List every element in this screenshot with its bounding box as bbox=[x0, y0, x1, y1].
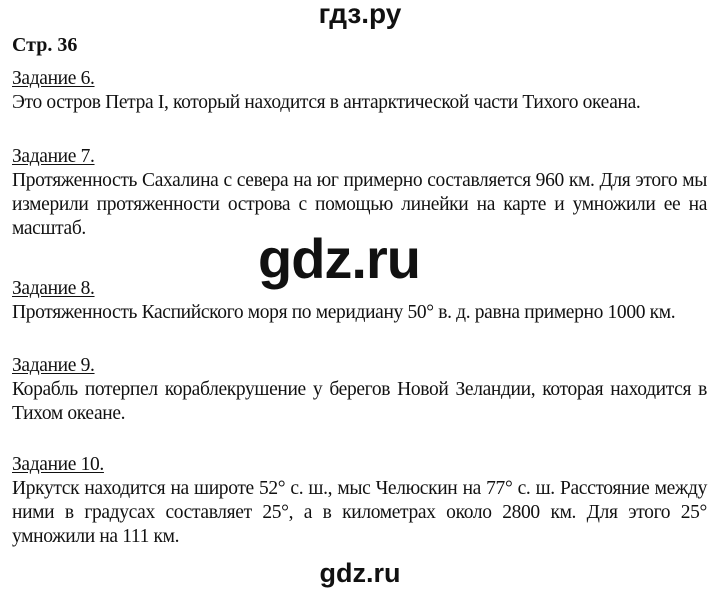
site-logo-footer: gdz.ru bbox=[319, 558, 401, 588]
task-answer: Протяженность Каспийского моря по меридиану 50° в. д. равна примерно 1000 км. bbox=[12, 302, 676, 323]
task-title: Задание 10. bbox=[12, 454, 104, 475]
task-10 bbox=[12, 453, 707, 549]
task-9 bbox=[12, 354, 707, 426]
site-logo-header: гдз.ру bbox=[318, 0, 402, 29]
task-title: Задание 6. bbox=[12, 68, 95, 89]
task-title: Задание 7. bbox=[12, 146, 95, 167]
task-title: Задание 9. bbox=[12, 355, 95, 376]
task-answer: Протяженность Сахалина с севера на юг примерно составляется 960 км. Для этого мы измерили протяженности острова с помощью линейки на карте и умножили ее на масштаб. bbox=[12, 170, 707, 239]
watermark-logo: gdz.ru bbox=[258, 227, 420, 290]
task-answer: Корабль потерпел кораблекрушение у берегов Новой Зеландии, которая находится в Тихом океане. bbox=[12, 379, 707, 424]
task-answer: Иркутск находится на широте 52° с. ш., мыс Челюскин на 77° с. ш. Расстояние между ними в градусах составляет 25°, а в километрах около 2800 км. Для этого 25° умножили на 111 км. bbox=[12, 478, 707, 547]
task-6 bbox=[12, 67, 707, 115]
task-title: Задание 8. bbox=[12, 278, 95, 299]
task-answer: Это остров Петра I, который находится в антарктической части Тихого океана. bbox=[12, 92, 641, 113]
page-number: Стр. 36 bbox=[12, 34, 78, 56]
